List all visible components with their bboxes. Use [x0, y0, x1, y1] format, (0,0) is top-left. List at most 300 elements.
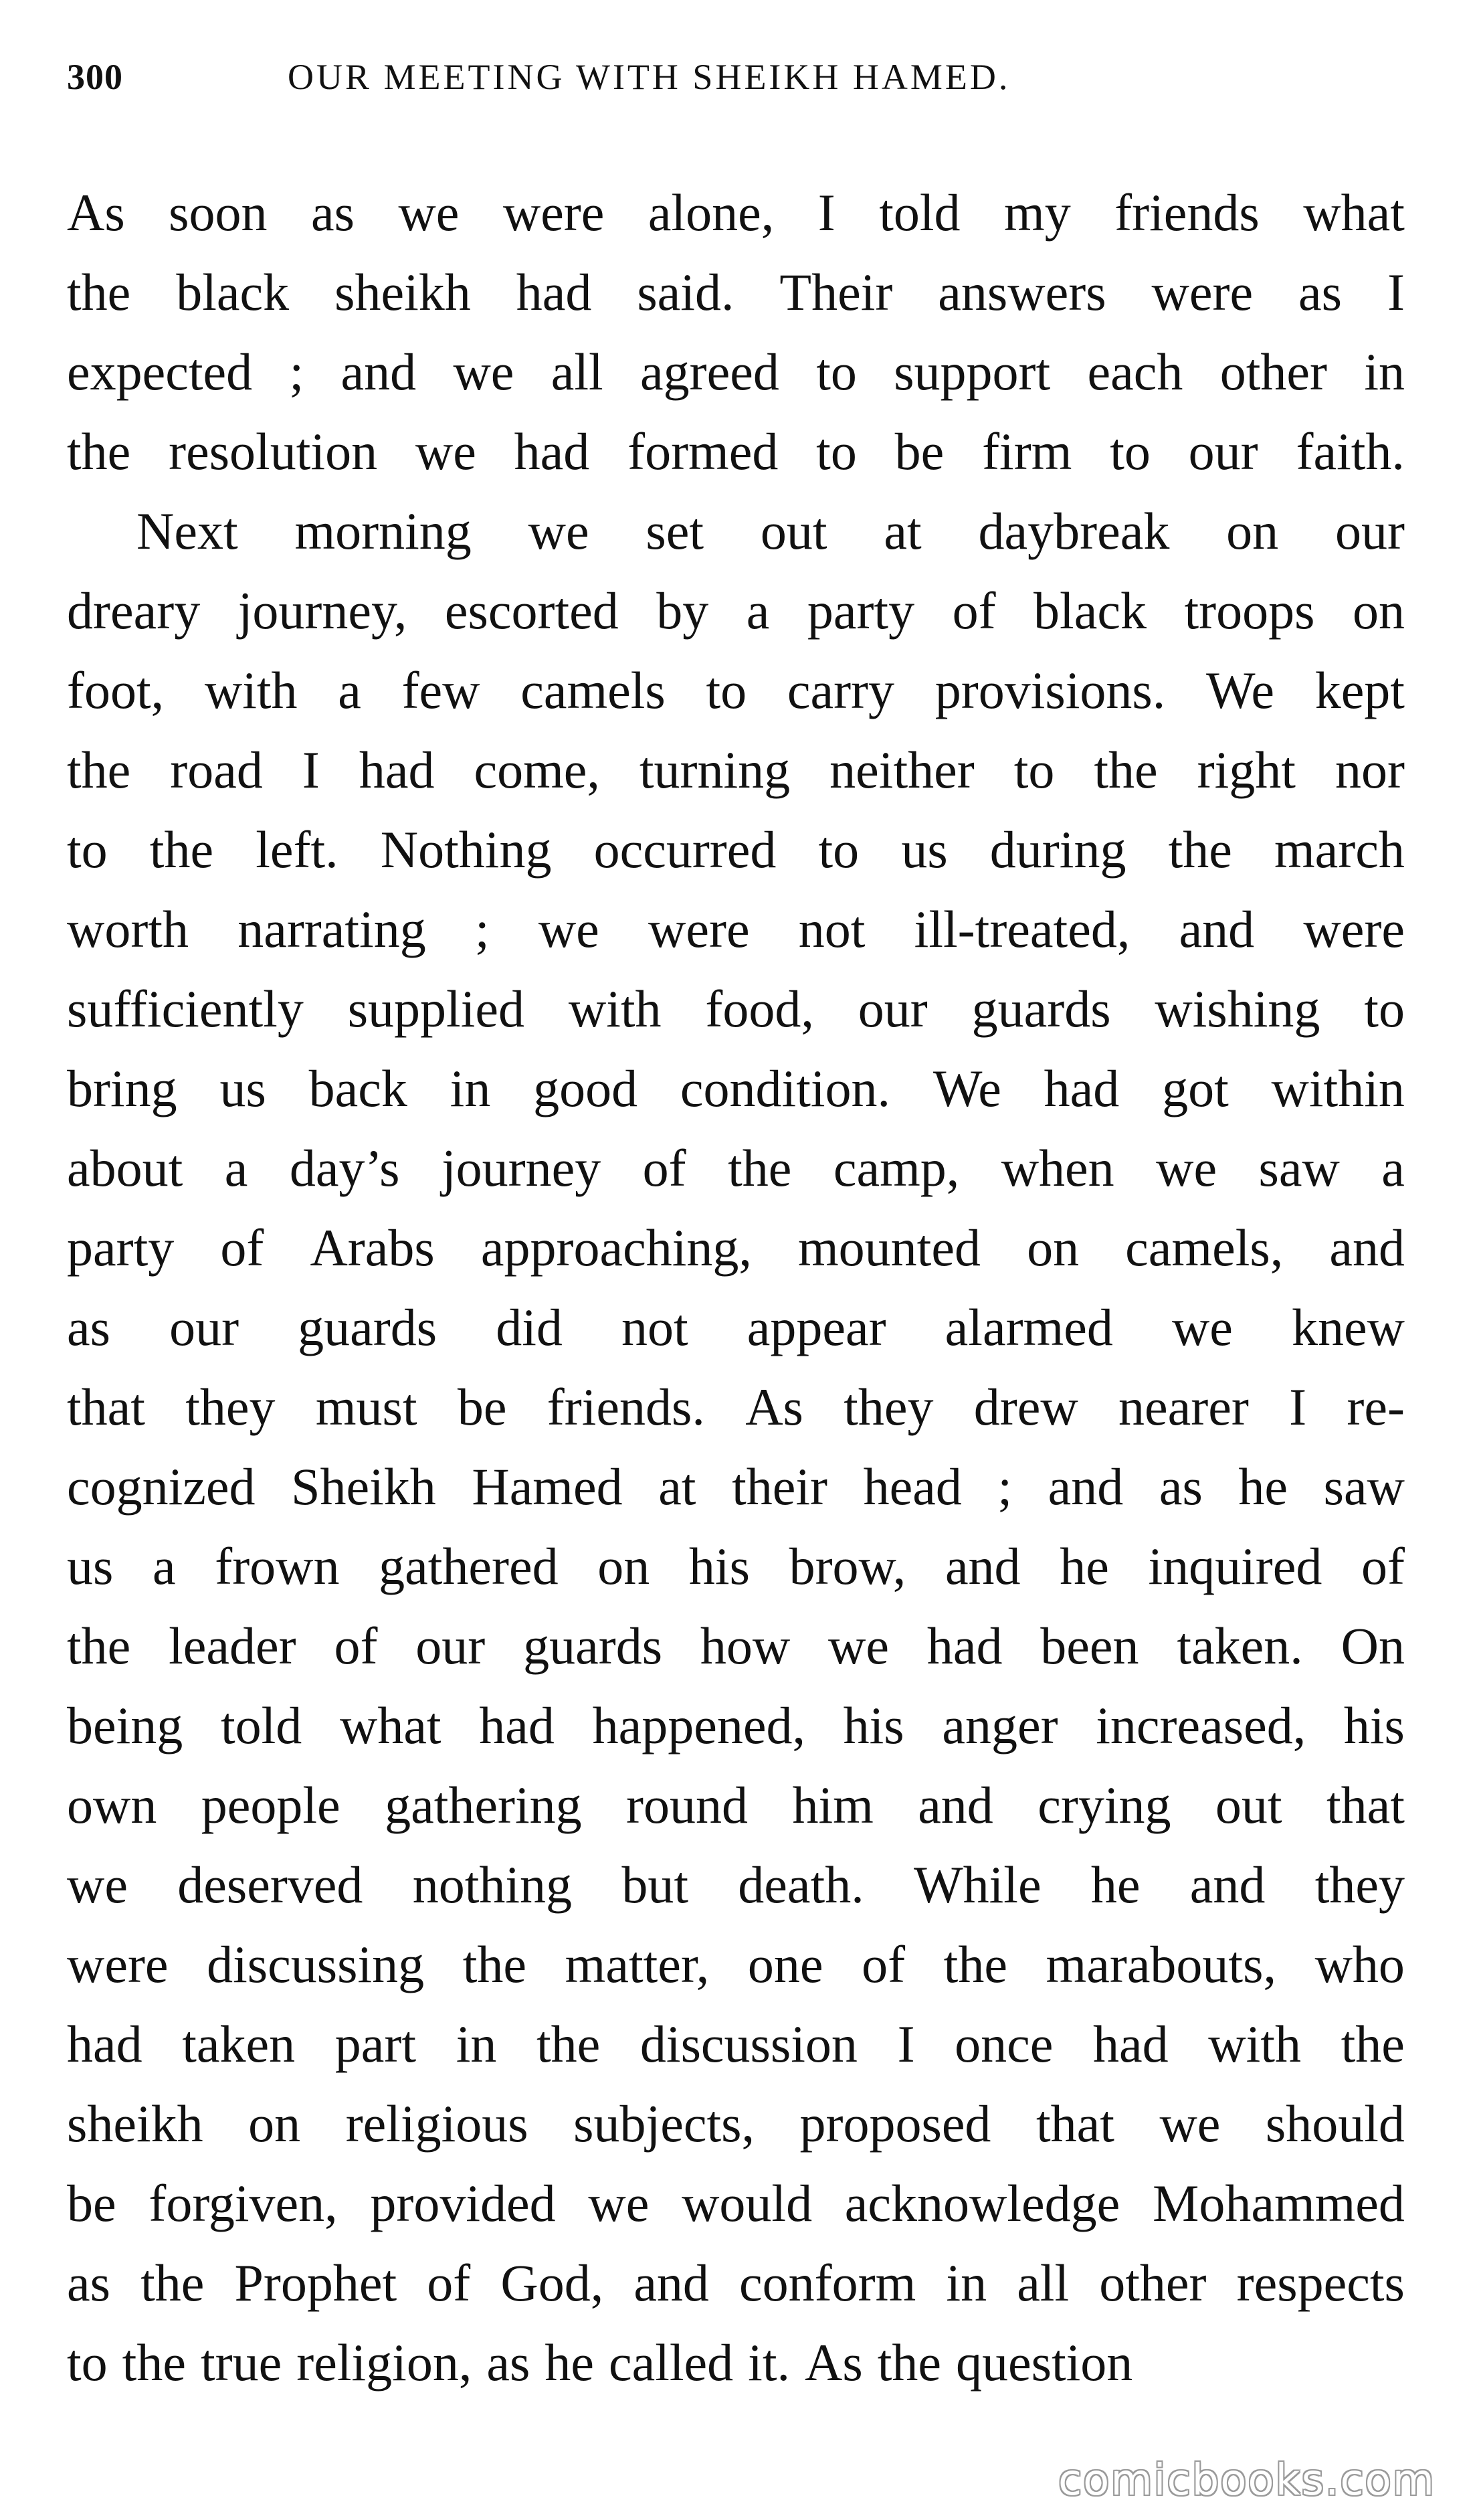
word: the: [67, 422, 131, 480]
text-line: [67, 252, 1405, 332]
word: guards: [971, 980, 1111, 1038]
word: own: [67, 1776, 157, 1834]
word: road: [170, 741, 263, 799]
word: we: [1159, 2094, 1221, 2153]
word: had: [516, 263, 592, 321]
word: we: [67, 1856, 128, 1914]
word: day’s: [289, 1139, 400, 1197]
word: they: [1314, 1856, 1405, 1914]
word: part: [334, 2015, 417, 2073]
word: alone,: [648, 183, 775, 242]
word: religious: [345, 2094, 528, 2153]
word: deserved: [177, 1856, 363, 1914]
word: be: [67, 2174, 116, 2232]
word: how: [700, 1617, 791, 1675]
word: bring: [67, 1059, 177, 1117]
text-line: [67, 730, 1405, 810]
word: had: [479, 1696, 555, 1754]
word: saw: [1258, 1139, 1340, 1197]
word: crying: [1038, 1776, 1171, 1834]
word: daybreak: [978, 502, 1170, 560]
word: and: [1189, 1856, 1266, 1914]
word: I: [1387, 263, 1405, 321]
word: a: [224, 1139, 248, 1197]
word: and: [918, 1776, 993, 1834]
word: were: [67, 1935, 169, 1993]
text-line: [67, 2243, 1405, 2323]
word: leader: [169, 1617, 296, 1675]
word: to: [1013, 741, 1055, 799]
text-line: [67, 1765, 1405, 1845]
word: provisions.: [934, 661, 1166, 719]
word: ;: [289, 343, 304, 401]
word: gathered: [379, 1537, 559, 1595]
word: we: [398, 183, 460, 242]
word: us: [67, 1537, 114, 1595]
word: nor: [1335, 741, 1405, 799]
word: us: [219, 1059, 266, 1117]
word: party: [807, 581, 915, 640]
word: I: [1289, 1378, 1307, 1436]
word: within: [1271, 1059, 1405, 1117]
word: answers: [938, 263, 1106, 321]
word: turning: [639, 741, 791, 799]
word: to: [816, 422, 857, 480]
word: morning: [294, 502, 472, 560]
word: matter,: [565, 1935, 710, 1993]
word: who: [1314, 1935, 1405, 1993]
word: in: [946, 2254, 987, 2312]
word: neither: [829, 741, 975, 799]
word: the: [536, 2015, 601, 2073]
word: and: [1329, 1219, 1405, 1277]
word: expected: [67, 343, 253, 401]
word: the: [122, 2333, 186, 2392]
word: to: [67, 2333, 108, 2392]
word: I: [817, 183, 835, 242]
word: had: [1044, 1059, 1120, 1117]
word: of: [1361, 1537, 1405, 1595]
word: in: [456, 2015, 497, 2073]
word: would: [682, 2174, 813, 2232]
word: alarmed: [945, 1298, 1113, 1356]
word: as: [67, 2254, 110, 2312]
word: escorted: [444, 581, 619, 640]
word: I: [897, 2015, 915, 2073]
word: the: [728, 1139, 792, 1197]
word: on: [597, 1537, 650, 1595]
word: head: [863, 1457, 962, 1516]
text-line: [67, 889, 1405, 969]
word: once: [955, 2015, 1054, 2073]
word: nothing: [412, 1856, 573, 1914]
word: other: [1219, 343, 1327, 401]
word: to: [1364, 980, 1405, 1038]
word: the: [1094, 741, 1158, 799]
word: While: [914, 1856, 1042, 1914]
word: religion,: [296, 2333, 472, 2392]
word: must: [315, 1378, 417, 1436]
word: appear: [747, 1298, 886, 1356]
watermark: comicbooks.com: [1058, 2456, 1436, 2505]
word: subjects,: [573, 2094, 755, 2153]
word: had: [1093, 2015, 1169, 2073]
word: his: [1343, 1696, 1405, 1754]
word: marabouts,: [1046, 1935, 1276, 1993]
word: it.: [748, 2333, 790, 2392]
word: As: [67, 183, 125, 242]
word: had: [359, 741, 435, 799]
word: sufficiently: [67, 980, 304, 1038]
word: and: [1179, 900, 1255, 958]
word: be: [457, 1378, 507, 1436]
word: black: [176, 263, 290, 321]
word: what: [1303, 183, 1405, 242]
word: inquired: [1148, 1537, 1322, 1595]
word: our: [1335, 502, 1405, 560]
word: discussion: [639, 2015, 858, 2073]
running-title: OUR MEETING WITH SHEIKH HAMED.: [288, 57, 1011, 97]
word: the: [462, 1935, 527, 1993]
word: what: [339, 1696, 441, 1754]
word: as: [67, 1298, 110, 1356]
word: true: [200, 2333, 282, 2392]
text-line: [67, 2084, 1405, 2163]
word: my: [1004, 183, 1071, 242]
word: We: [1205, 661, 1274, 719]
word: supplied: [347, 980, 525, 1038]
word: food,: [705, 980, 814, 1038]
word: sheikh: [334, 263, 471, 321]
word: he: [1238, 1457, 1288, 1516]
word: God,: [500, 2254, 604, 2312]
word: As: [805, 2333, 863, 2392]
word: as: [1298, 263, 1342, 321]
text-line: [67, 571, 1405, 650]
word: the: [67, 1617, 131, 1675]
word: him: [792, 1776, 874, 1834]
word: people: [201, 1776, 340, 1834]
text-line: [67, 810, 1405, 889]
word: Mohammed: [1152, 2174, 1405, 2232]
word: other: [1099, 2254, 1207, 2312]
text-line: [67, 2004, 1405, 2084]
text-line: [67, 412, 1405, 491]
text-line: [67, 969, 1405, 1049]
word: and: [633, 2254, 709, 2312]
word: on: [1226, 502, 1279, 560]
word: they: [844, 1378, 934, 1436]
word: gathering: [385, 1776, 582, 1834]
word: had: [67, 2015, 142, 2073]
word: a: [338, 661, 361, 719]
text-line: [67, 1686, 1405, 1765]
word: to: [816, 343, 857, 401]
word: as: [486, 2333, 530, 2392]
word: the: [67, 741, 131, 799]
word: and: [1048, 1457, 1124, 1516]
word: on: [1027, 1219, 1080, 1277]
word: the: [149, 820, 214, 879]
word: journey,: [237, 581, 407, 640]
text-line: [67, 173, 1405, 252]
word: ;: [997, 1457, 1013, 1516]
text-line: [67, 1049, 1405, 1128]
word: during: [989, 820, 1126, 879]
word: the: [67, 263, 131, 321]
word: our: [169, 1298, 239, 1356]
word: Next: [136, 502, 238, 560]
word: increased,: [1096, 1696, 1306, 1754]
word: by: [656, 581, 709, 640]
word: anger: [942, 1696, 1058, 1754]
word: be: [894, 422, 945, 480]
word: not: [798, 900, 866, 958]
word: cognized: [67, 1457, 256, 1516]
word: but: [621, 1856, 689, 1914]
word: our: [858, 980, 928, 1038]
text-line: [67, 2323, 1405, 2402]
word: respects: [1236, 2254, 1405, 2312]
word: of: [952, 581, 996, 640]
word: that: [67, 1378, 145, 1436]
word: to: [67, 820, 108, 879]
word: of: [220, 1219, 264, 1277]
word: all: [1017, 2254, 1070, 2312]
word: he: [545, 2333, 594, 2392]
word: formed: [627, 422, 779, 480]
word: got: [1162, 1059, 1229, 1117]
word: we: [453, 343, 514, 401]
word: with: [1208, 2015, 1301, 2073]
word: set: [646, 502, 704, 560]
word: saw: [1323, 1457, 1405, 1516]
word: that: [1326, 1776, 1405, 1834]
word: with: [204, 661, 298, 719]
word: of: [642, 1139, 686, 1197]
text-line: [67, 1367, 1405, 1447]
word: taken: [182, 2015, 296, 2073]
word: the: [1341, 2015, 1405, 2073]
word: a: [746, 581, 770, 640]
word: his: [843, 1696, 904, 1754]
word: good: [533, 1059, 638, 1117]
word: all: [551, 343, 603, 401]
word: conform: [739, 2254, 916, 2312]
word: out: [1215, 1776, 1282, 1834]
word: our: [415, 1617, 486, 1675]
word: Prophet: [234, 2254, 397, 2312]
word: called: [608, 2333, 734, 2392]
word: As: [745, 1378, 803, 1436]
word: a: [152, 1537, 176, 1595]
word: few: [401, 661, 480, 719]
word: the: [140, 2254, 205, 2312]
word: nearer: [1118, 1378, 1249, 1436]
word: black: [1033, 581, 1147, 640]
word: each: [1087, 343, 1183, 401]
word: on: [248, 2094, 301, 2153]
word: We: [932, 1059, 1001, 1117]
word: about: [67, 1139, 183, 1197]
page-header: [67, 56, 1405, 123]
word: taken.: [1177, 1617, 1303, 1675]
word: Nothing: [380, 820, 552, 879]
word: faith.: [1296, 422, 1405, 480]
word: Arabs: [310, 1219, 435, 1277]
text-line: [67, 2163, 1405, 2243]
word: were: [502, 183, 605, 242]
word: of: [334, 1617, 378, 1675]
word: should: [1265, 2094, 1405, 2153]
word: occurred: [593, 820, 777, 879]
word: drew: [973, 1378, 1078, 1436]
word: us: [901, 820, 948, 879]
word: the: [1168, 820, 1232, 879]
word: party: [67, 1219, 175, 1277]
word: he: [1060, 1537, 1109, 1595]
word: did: [496, 1298, 563, 1356]
word: to: [818, 820, 860, 879]
text-line: [67, 1447, 1405, 1526]
word: On: [1341, 1617, 1405, 1675]
text-line: [67, 1606, 1405, 1686]
word: re-: [1347, 1378, 1405, 1436]
word: agreed: [640, 343, 779, 401]
word: told: [879, 183, 961, 242]
word: Their: [779, 263, 893, 321]
word: happened,: [592, 1696, 805, 1754]
text-line: [67, 1924, 1405, 2004]
word: frown: [215, 1537, 340, 1595]
word: and: [945, 1537, 1021, 1595]
text-line: [67, 650, 1405, 730]
word: had: [514, 422, 590, 480]
word: carry: [787, 661, 895, 719]
word: dreary: [67, 581, 201, 640]
word: our: [1188, 422, 1258, 480]
word: sheikh: [67, 2094, 203, 2153]
word: guards: [523, 1617, 663, 1675]
word: we: [828, 1617, 889, 1675]
word: not: [621, 1298, 688, 1356]
word: round: [626, 1776, 749, 1834]
word: his: [688, 1537, 750, 1595]
word: Sheikh: [291, 1457, 436, 1516]
word: in: [1364, 343, 1405, 401]
word: had: [926, 1617, 1003, 1675]
word: to: [1110, 422, 1151, 480]
word: kept: [1314, 661, 1405, 719]
word: to: [706, 661, 747, 719]
word: he: [1090, 1856, 1141, 1914]
word: camels,: [1125, 1219, 1284, 1277]
word: support: [894, 343, 1051, 401]
word: at: [658, 1457, 696, 1516]
word: one: [747, 1935, 823, 1993]
text-line: [67, 1287, 1405, 1367]
word: knew: [1292, 1298, 1405, 1356]
text-line: [67, 1208, 1405, 1287]
word: ;: [474, 900, 490, 958]
word: foot,: [67, 661, 165, 719]
word: left.: [256, 820, 338, 879]
word: right: [1197, 741, 1296, 799]
word: we: [588, 2174, 650, 2232]
text-line: [67, 491, 1405, 571]
word: their: [732, 1457, 827, 1516]
word: mounted: [797, 1219, 981, 1277]
word: a: [1381, 1139, 1405, 1197]
word: discussing: [207, 1935, 425, 1993]
word: of: [862, 1935, 906, 1993]
word: forgiven,: [149, 2174, 338, 2232]
word: friends.: [547, 1378, 705, 1436]
word: come,: [474, 741, 600, 799]
body-text: [67, 173, 1405, 2402]
word: provided: [370, 2174, 556, 2232]
word: camp,: [833, 1139, 960, 1197]
word: camels: [520, 661, 666, 719]
word: brow,: [789, 1537, 906, 1595]
word: as: [1159, 1457, 1203, 1516]
word: we: [415, 422, 476, 480]
word: resolution: [169, 422, 378, 480]
word: were: [648, 900, 750, 958]
word: were: [1303, 900, 1405, 958]
word: we: [528, 502, 589, 560]
word: that: [1036, 2094, 1114, 2153]
word: in: [450, 1059, 491, 1117]
word: back: [308, 1059, 407, 1117]
text-line: [67, 1526, 1405, 1606]
word: told: [220, 1696, 302, 1754]
page-number: 300: [67, 57, 123, 97]
word: death.: [738, 1856, 864, 1914]
word: troops: [1184, 581, 1315, 640]
word: and: [340, 343, 417, 401]
word: friends: [1114, 183, 1260, 242]
word: question: [955, 2333, 1133, 2392]
word: been: [1040, 1617, 1139, 1675]
word: Hamed: [472, 1457, 623, 1516]
word: with: [568, 980, 662, 1038]
word: condition.: [680, 1059, 891, 1117]
word: on: [1352, 581, 1405, 640]
word: at: [884, 502, 922, 560]
word: they: [185, 1378, 276, 1436]
word: I: [302, 741, 320, 799]
text-line: [67, 1128, 1405, 1208]
word: ill-treated,: [914, 900, 1130, 958]
word: worth: [67, 900, 189, 958]
word: we: [1156, 1139, 1217, 1197]
word: out: [760, 502, 827, 560]
word: firm: [982, 422, 1072, 480]
word: wishing: [1155, 980, 1320, 1038]
word: when: [1001, 1139, 1114, 1197]
word: journey: [441, 1139, 601, 1197]
word: as: [310, 183, 355, 242]
word: march: [1274, 820, 1405, 879]
word: of: [427, 2254, 471, 2312]
word: being: [67, 1696, 183, 1754]
word: approaching,: [480, 1219, 752, 1277]
word: narrating: [237, 900, 426, 958]
word: we: [1171, 1298, 1233, 1356]
word: proposed: [799, 2094, 991, 2153]
word: were: [1151, 263, 1254, 321]
